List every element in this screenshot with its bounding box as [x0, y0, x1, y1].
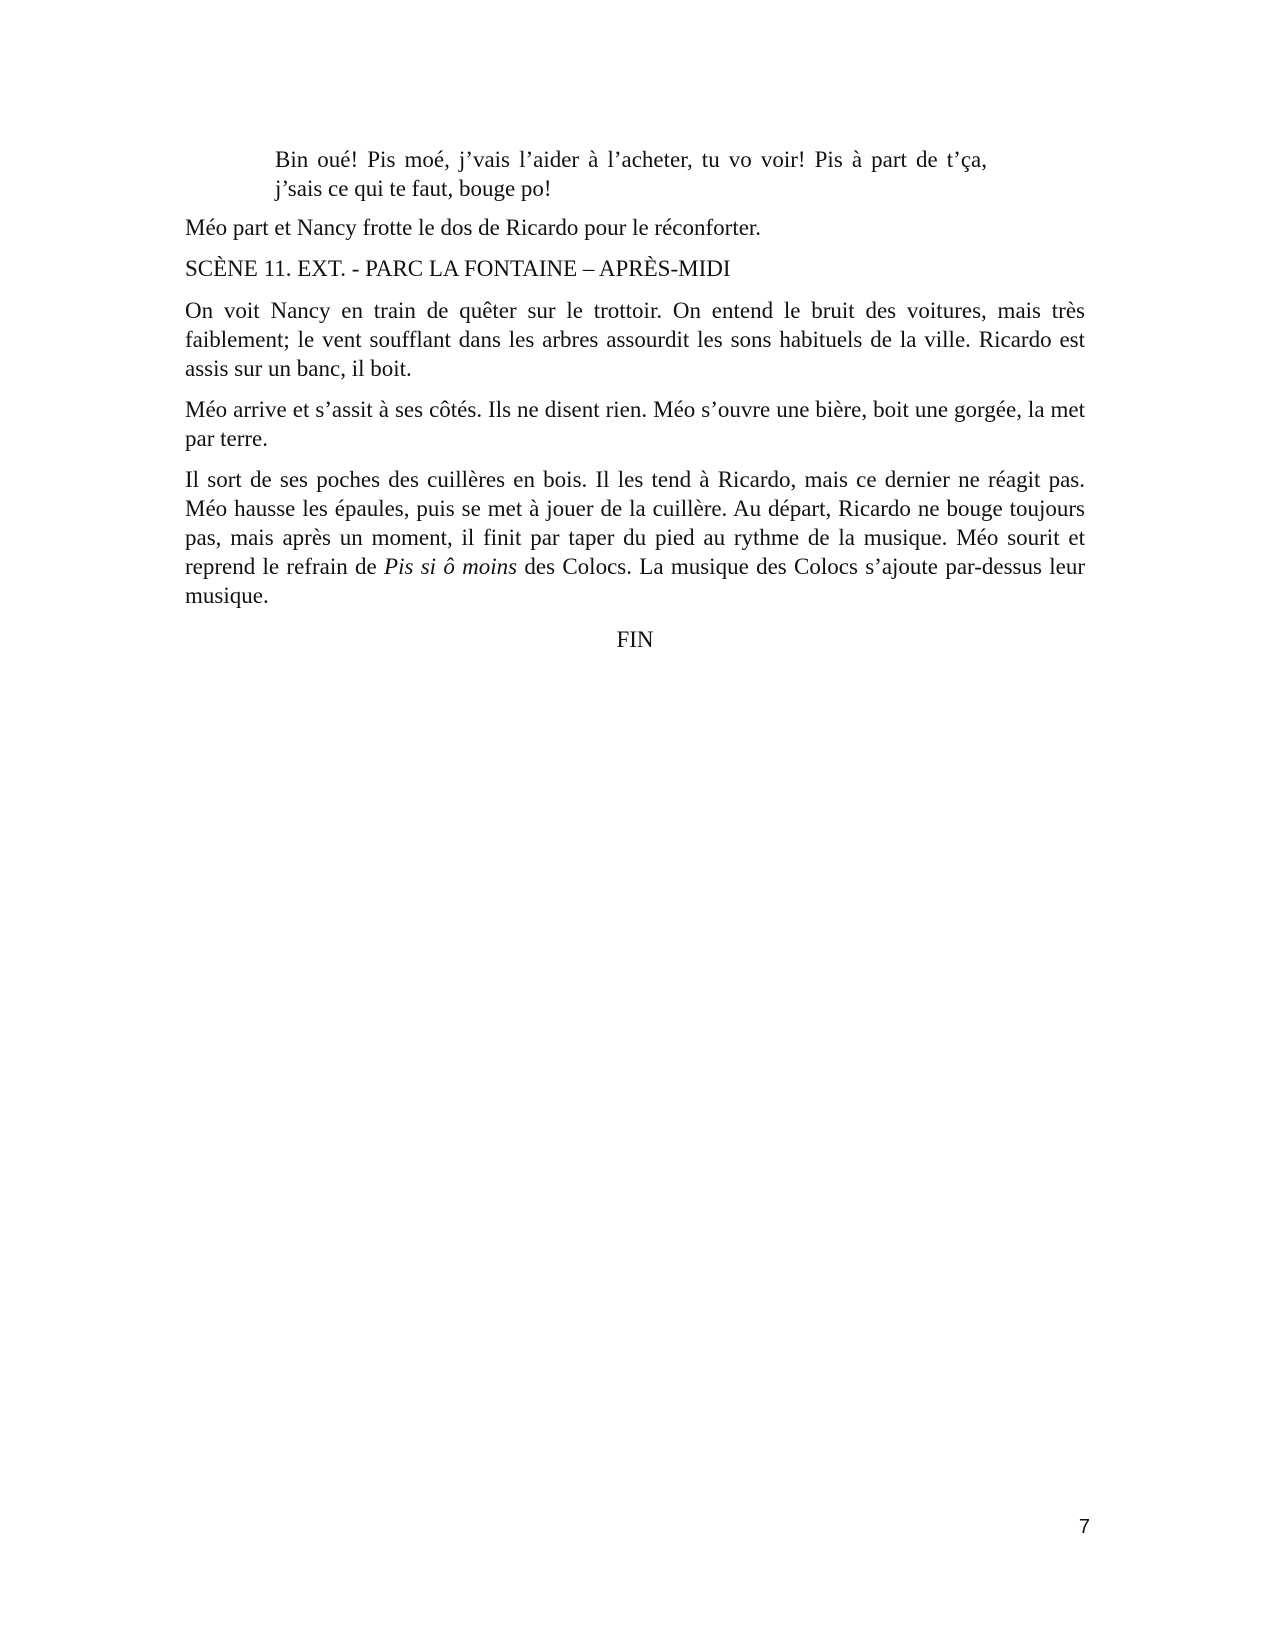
script-body: [185, 145, 1085, 654]
page-number: 7: [1078, 1516, 1090, 1538]
scene-heading: SCÈNE 11. EXT. - PARC LA FONTAINE – APRÈS-MIDI: [185, 256, 731, 281]
song-title: Pis si ô moins: [384, 554, 518, 579]
action-paragraph-with-song: [185, 465, 1085, 610]
action-text: des Colocs. La musique des Colocs s’ajoute par-dessus leur musique.: [185, 554, 1085, 608]
action-paragraph: Méo arrive et s’assit à ses côtés. Ils ne disent rien. Méo s’ouvre une bière, boit une gorgée, la met par terre.: [185, 397, 1085, 451]
action-paragraph: On voit Nancy en train de quêter sur le trottoir. On entend le bruit des voitures, mais très faiblement; le vent soufflant dans les arbres assourdit les sons habituels de la ville. Ricardo est assis sur un banc, il boit.: [185, 298, 1085, 381]
action-paragraph: Méo part et Nancy frotte le dos de Ricardo pour le réconforter.: [185, 215, 762, 240]
action-text: Il sort de ses poches des cuillères en bois. Il les tend à Ricardo, mais ce dernier ne réagit pas. Méo hausse les épaules, puis se met à jouer de la cuillère. Au départ, Ricardo ne bouge toujours pas, mais après un moment, il finit par taper du pied au rythme de la musique. Méo sourit et reprend le refrain de: [185, 467, 1085, 579]
end-marker: FIN: [616, 627, 654, 652]
dialogue-line: Bin oué! Pis moé, j’vais l’aider à l’acheter, tu vo voir! Pis à part de t’ça, j’sais ce qui te faut, bouge po!: [275, 147, 987, 201]
